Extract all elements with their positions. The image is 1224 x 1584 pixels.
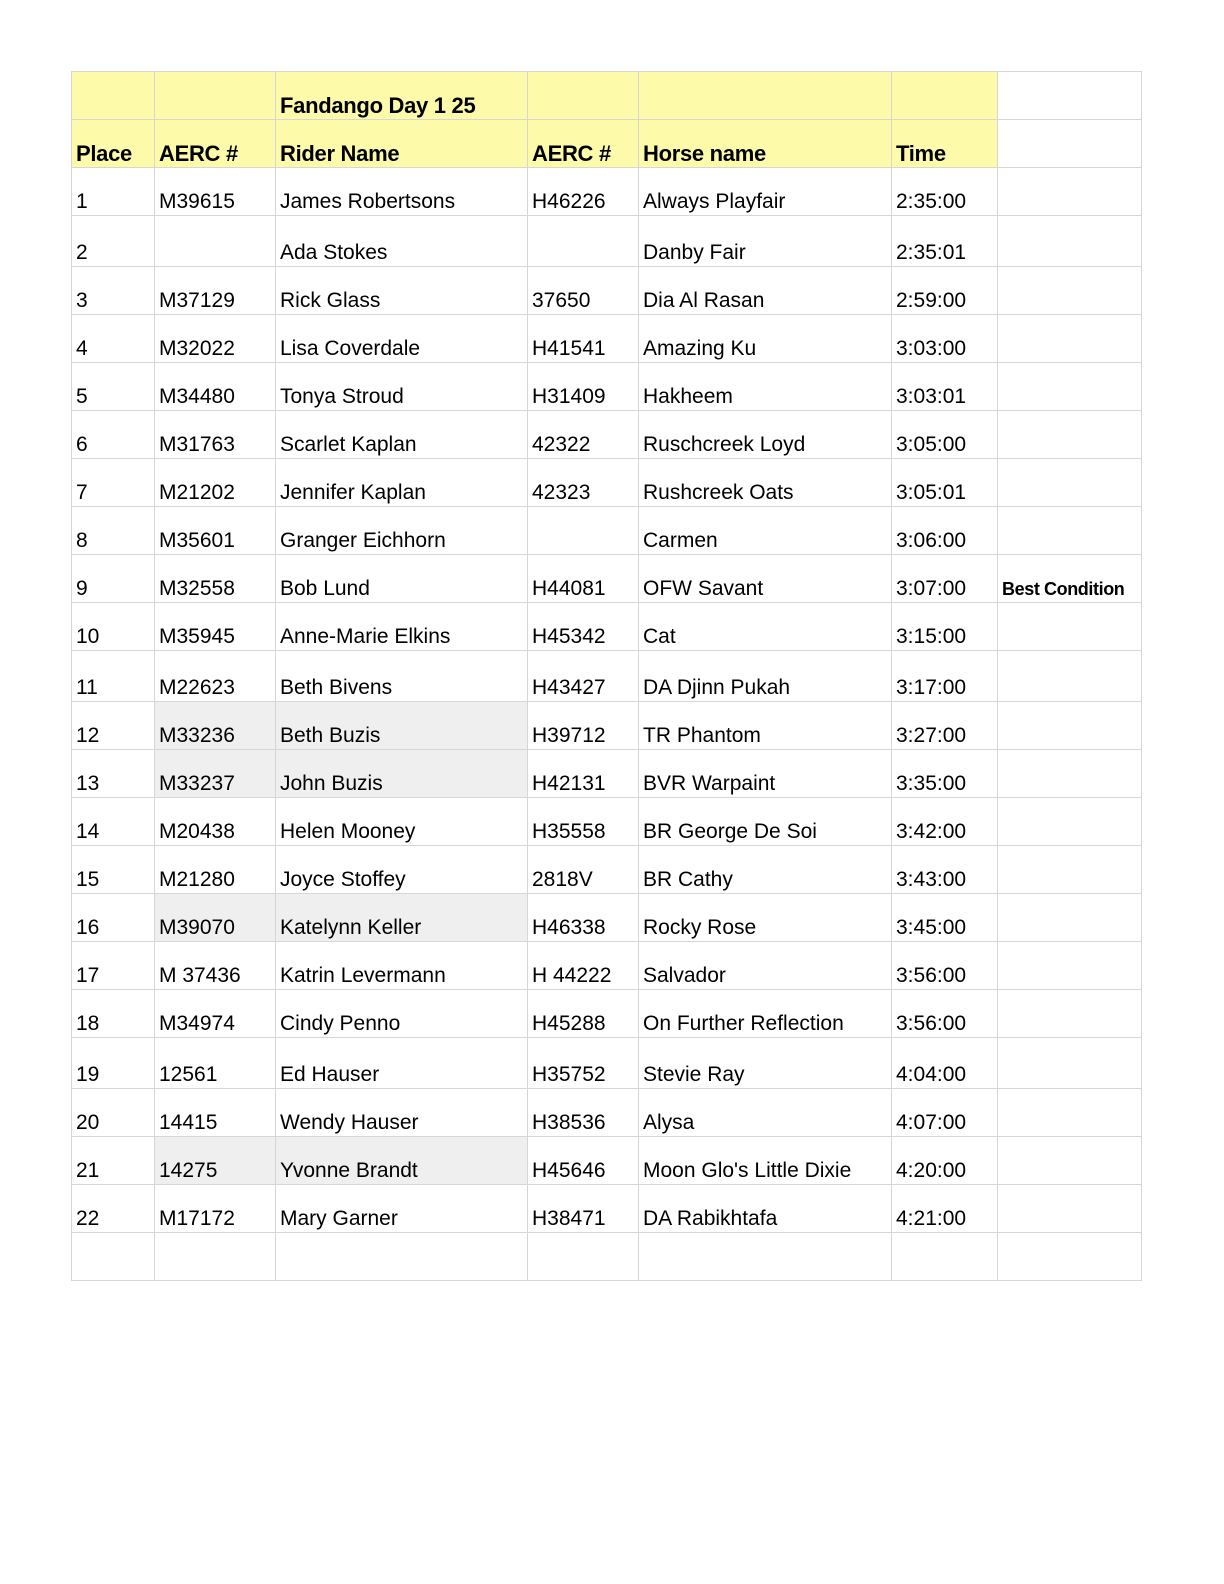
rider-name-cell: Tonya Stroud (276, 363, 528, 411)
rider-name-cell: Ada Stokes (276, 216, 528, 267)
horse-name-cell: Alysa (639, 1089, 892, 1137)
table-row (72, 651, 1142, 702)
time-cell: 3:27:00 (892, 702, 998, 750)
time-cell: 3:06:00 (892, 507, 998, 555)
note-cell (998, 459, 1142, 507)
note-cell (998, 1089, 1142, 1137)
cell (639, 72, 892, 120)
rider-aerc-cell: M32022 (155, 315, 276, 363)
rider-name-cell: Rick Glass (276, 267, 528, 315)
place-cell: 18 (72, 990, 155, 1038)
header-horse-aerc: AERC # (528, 120, 639, 168)
time-cell: 4:04:00 (892, 1038, 998, 1089)
place-cell: 13 (72, 750, 155, 798)
note-cell (998, 846, 1142, 894)
rider-name-cell: Scarlet Kaplan (276, 411, 528, 459)
table-row (72, 798, 1142, 846)
table-row (72, 555, 1142, 603)
rider-aerc-cell (155, 216, 276, 267)
place-cell: 4 (72, 315, 155, 363)
horse-aerc-cell: H43427 (528, 651, 639, 702)
place-cell: 19 (72, 1038, 155, 1089)
time-cell: 3:42:00 (892, 798, 998, 846)
results-table (71, 71, 1142, 1281)
cell (998, 72, 1142, 120)
horse-name-cell: Cat (639, 603, 892, 651)
header-row (72, 120, 1142, 168)
table-row-empty (72, 1233, 1142, 1281)
horse-name-cell: DA Djinn Pukah (639, 651, 892, 702)
table-row (72, 168, 1142, 216)
note-cell (998, 750, 1142, 798)
horse-aerc-cell: H38536 (528, 1089, 639, 1137)
rider-aerc-cell: M33237 (155, 750, 276, 798)
note-cell (998, 507, 1142, 555)
rider-aerc-cell: M17172 (155, 1185, 276, 1233)
table-row (72, 603, 1142, 651)
note-cell (998, 798, 1142, 846)
horse-name-cell: TR Phantom (639, 702, 892, 750)
header-time: Time (892, 120, 998, 168)
rider-aerc-cell: M35945 (155, 603, 276, 651)
time-cell: 3:56:00 (892, 942, 998, 990)
horse-name-cell: BR Cathy (639, 846, 892, 894)
time-cell: 3:15:00 (892, 603, 998, 651)
rider-aerc-cell: M33236 (155, 702, 276, 750)
place-cell: 14 (72, 798, 155, 846)
note-cell (998, 942, 1142, 990)
time-cell: 3:07:00 (892, 555, 998, 603)
note-cell (998, 168, 1142, 216)
horse-aerc-cell: H45646 (528, 1137, 639, 1185)
cell (998, 1233, 1142, 1281)
horse-aerc-cell: H41541 (528, 315, 639, 363)
rider-name-cell: Joyce Stoffey (276, 846, 528, 894)
table-row (72, 894, 1142, 942)
horse-aerc-cell: 37650 (528, 267, 639, 315)
table-row (72, 216, 1142, 267)
rider-aerc-cell: 12561 (155, 1038, 276, 1089)
rider-aerc-cell: M20438 (155, 798, 276, 846)
rider-aerc-cell: M39615 (155, 168, 276, 216)
rider-aerc-cell: M31763 (155, 411, 276, 459)
horse-aerc-cell: H45288 (528, 990, 639, 1038)
rider-aerc-cell: M37129 (155, 267, 276, 315)
place-cell: 22 (72, 1185, 155, 1233)
rider-name-cell: Lisa Coverdale (276, 315, 528, 363)
note-cell: Best Condition (998, 555, 1142, 603)
rider-name-cell: John Buzis (276, 750, 528, 798)
horse-name-cell: OFW Savant (639, 555, 892, 603)
table-row (72, 1089, 1142, 1137)
rider-name-cell: Helen Mooney (276, 798, 528, 846)
horse-aerc-cell: H38471 (528, 1185, 639, 1233)
rider-aerc-cell: M22623 (155, 651, 276, 702)
table-row (72, 507, 1142, 555)
horse-aerc-cell: H35558 (528, 798, 639, 846)
horse-name-cell: BVR Warpaint (639, 750, 892, 798)
rider-name-cell: Katrin Levermann (276, 942, 528, 990)
horse-name-cell: Rocky Rose (639, 894, 892, 942)
header-rider-name: Rider Name (276, 120, 528, 168)
note-cell (998, 216, 1142, 267)
table-row (72, 990, 1142, 1038)
cell (892, 72, 998, 120)
time-cell: 2:35:01 (892, 216, 998, 267)
cell (528, 72, 639, 120)
place-cell: 20 (72, 1089, 155, 1137)
note-cell (998, 315, 1142, 363)
note-cell (998, 1185, 1142, 1233)
rider-name-cell: Katelynn Keller (276, 894, 528, 942)
table-row (72, 750, 1142, 798)
rider-aerc-cell: M21202 (155, 459, 276, 507)
time-cell: 4:07:00 (892, 1089, 998, 1137)
rider-aerc-cell: M21280 (155, 846, 276, 894)
note-cell (998, 1137, 1142, 1185)
horse-aerc-cell: 42323 (528, 459, 639, 507)
note-cell (998, 267, 1142, 315)
horse-aerc-cell: H39712 (528, 702, 639, 750)
place-cell: 9 (72, 555, 155, 603)
horse-name-cell: Ruschcreek Loyd (639, 411, 892, 459)
note-cell (998, 363, 1142, 411)
sheet-title: Fandango Day 1 25 (276, 72, 528, 120)
title-row (72, 72, 1142, 120)
horse-name-cell: Amazing Ku (639, 315, 892, 363)
rider-name-cell: Jennifer Kaplan (276, 459, 528, 507)
horse-name-cell: Always Playfair (639, 168, 892, 216)
time-cell: 4:21:00 (892, 1185, 998, 1233)
table-row (72, 459, 1142, 507)
horse-aerc-cell: H 44222 (528, 942, 639, 990)
horse-aerc-cell: H42131 (528, 750, 639, 798)
header-horse-name: Horse name (639, 120, 892, 168)
horse-aerc-cell (528, 216, 639, 267)
rider-name-cell: James Robertsons (276, 168, 528, 216)
table-row (72, 1137, 1142, 1185)
cell (72, 1233, 155, 1281)
horse-name-cell: Carmen (639, 507, 892, 555)
note-cell (998, 1038, 1142, 1089)
cell (72, 72, 155, 120)
place-cell: 7 (72, 459, 155, 507)
place-cell: 6 (72, 411, 155, 459)
rider-name-cell: Bob Lund (276, 555, 528, 603)
table-row (72, 315, 1142, 363)
horse-aerc-cell: 2818V (528, 846, 639, 894)
horse-aerc-cell: H46338 (528, 894, 639, 942)
cell (639, 1233, 892, 1281)
horse-aerc-cell (528, 507, 639, 555)
time-cell: 3:03:01 (892, 363, 998, 411)
horse-name-cell: Moon Glo's Little Dixie (639, 1137, 892, 1185)
rider-name-cell: Wendy Hauser (276, 1089, 528, 1137)
time-cell: 3:35:00 (892, 750, 998, 798)
rider-aerc-cell: 14415 (155, 1089, 276, 1137)
horse-name-cell: Hakheem (639, 363, 892, 411)
note-cell (998, 651, 1142, 702)
note-cell (998, 894, 1142, 942)
place-cell: 15 (72, 846, 155, 894)
time-cell: 3:03:00 (892, 315, 998, 363)
place-cell: 2 (72, 216, 155, 267)
horse-aerc-cell: H31409 (528, 363, 639, 411)
horse-name-cell: DA Rabikhtafa (639, 1185, 892, 1233)
rider-name-cell: Beth Bivens (276, 651, 528, 702)
cell (528, 1233, 639, 1281)
time-cell: 3:43:00 (892, 846, 998, 894)
rider-name-cell: Anne-Marie Elkins (276, 603, 528, 651)
time-cell: 3:45:00 (892, 894, 998, 942)
horse-aerc-cell: H44081 (528, 555, 639, 603)
time-cell: 3:56:00 (892, 990, 998, 1038)
horse-name-cell: Rushcreek Oats (639, 459, 892, 507)
note-cell (998, 702, 1142, 750)
horse-name-cell: Danby Fair (639, 216, 892, 267)
table-row (72, 1185, 1142, 1233)
place-cell: 5 (72, 363, 155, 411)
cell (998, 120, 1142, 168)
time-cell: 2:35:00 (892, 168, 998, 216)
cell (276, 1233, 528, 1281)
table-row (72, 363, 1142, 411)
note-cell (998, 990, 1142, 1038)
rider-name-cell: Ed Hauser (276, 1038, 528, 1089)
cell (892, 1233, 998, 1281)
table-row (72, 267, 1142, 315)
place-cell: 3 (72, 267, 155, 315)
horse-aerc-cell: H46226 (528, 168, 639, 216)
horse-name-cell: Salvador (639, 942, 892, 990)
rider-aerc-cell: M34480 (155, 363, 276, 411)
place-cell: 17 (72, 942, 155, 990)
rider-aerc-cell: M34974 (155, 990, 276, 1038)
place-cell: 16 (72, 894, 155, 942)
horse-aerc-cell: H35752 (528, 1038, 639, 1089)
place-cell: 10 (72, 603, 155, 651)
rider-aerc-cell: M 37436 (155, 942, 276, 990)
horse-aerc-cell: 42322 (528, 411, 639, 459)
place-cell: 1 (72, 168, 155, 216)
rider-aerc-cell: M39070 (155, 894, 276, 942)
place-cell: 11 (72, 651, 155, 702)
rider-aerc-cell: 14275 (155, 1137, 276, 1185)
rider-aerc-cell: M32558 (155, 555, 276, 603)
rider-name-cell: Yvonne Brandt (276, 1137, 528, 1185)
place-cell: 12 (72, 702, 155, 750)
rider-name-cell: Cindy Penno (276, 990, 528, 1038)
place-cell: 8 (72, 507, 155, 555)
note-cell (998, 411, 1142, 459)
time-cell: 3:17:00 (892, 651, 998, 702)
time-cell: 3:05:00 (892, 411, 998, 459)
horse-name-cell: Stevie Ray (639, 1038, 892, 1089)
table-row (72, 411, 1142, 459)
rider-name-cell: Mary Garner (276, 1185, 528, 1233)
rider-name-cell: Granger Eichhorn (276, 507, 528, 555)
cell (155, 1233, 276, 1281)
header-rider-aerc: AERC # (155, 120, 276, 168)
note-cell (998, 603, 1142, 651)
horse-name-cell: BR George De Soi (639, 798, 892, 846)
table-row (72, 846, 1142, 894)
horse-name-cell: Dia Al Rasan (639, 267, 892, 315)
rider-name-cell: Beth Buzis (276, 702, 528, 750)
rider-aerc-cell: M35601 (155, 507, 276, 555)
time-cell: 2:59:00 (892, 267, 998, 315)
horse-aerc-cell: H45342 (528, 603, 639, 651)
time-cell: 3:05:01 (892, 459, 998, 507)
cell (155, 72, 276, 120)
time-cell: 4:20:00 (892, 1137, 998, 1185)
horse-name-cell: On Further Reflection (639, 990, 892, 1038)
table-row (72, 1038, 1142, 1089)
header-place: Place (72, 120, 155, 168)
table-row (72, 702, 1142, 750)
place-cell: 21 (72, 1137, 155, 1185)
table-row (72, 942, 1142, 990)
